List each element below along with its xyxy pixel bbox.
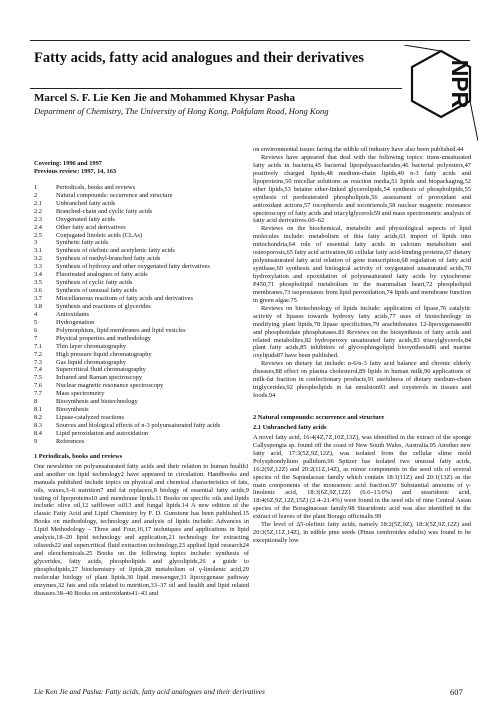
toc-entry-text: Unbranched fatty acids bbox=[56, 199, 116, 207]
toc-entry bbox=[34, 359, 249, 367]
toc-entry-text: High pressure liquid chromatography bbox=[56, 350, 152, 358]
article-authors: Marcel S. F. Lie Ken Jie and Mohammed Khysar Pasha bbox=[34, 92, 296, 104]
toc-entry bbox=[34, 224, 249, 232]
toc-entry bbox=[34, 192, 249, 200]
toc-entry-number: 2.3 bbox=[34, 215, 42, 223]
toc-entry-text: Antioxidants bbox=[56, 310, 90, 318]
toc-entry-number: 3.3 bbox=[34, 263, 42, 271]
toc-entry bbox=[34, 208, 249, 216]
toc-entry-number: 3.7 bbox=[34, 295, 42, 302]
title-rule bbox=[30, 88, 402, 89]
toc-entry-number: 8.4 bbox=[34, 429, 42, 437]
toc-entry bbox=[34, 374, 249, 382]
toc-entry-text: Synthesis of olefinic and acetylenic fatty acids bbox=[56, 247, 175, 255]
toc-entry-text: Synthesis of hydroxy and other oxygenated fatty derivatives bbox=[56, 263, 210, 271]
toc-entry-text: Hydrogenation bbox=[56, 318, 95, 326]
toc-entry bbox=[34, 247, 249, 255]
toc-entry-number: 7.7 bbox=[34, 390, 42, 398]
toc-entry bbox=[34, 398, 249, 406]
right-para-5: Reviews on dietary fat include: n-6/n-3 fatty acid balance and chronic elderly diseases,88 effect on plasma cholesterol,89 lipids in human milk,90 applications of milk-fat fraction in confectionary products,91 usefulness of dietary medium-chain triglycerides,92 phospholipids in fat emulsion93 and oxysterols in tissues and foods.94 bbox=[253, 360, 471, 400]
right-para-6: A novel fatty acid, 16:4(4Z,7Z,10Z,13Z), was identified in the extract of the sponge Callyspongia sp. found off the coast of New South Wales, Australia.95 Another new fatty acid, 17:3(5Z,9Z,12Z), was isolated from the cellular slime mold Polysphondylium pallidum.96 Spitzer has isolated two unusual fatty acids, 16:2(9Z,12Z) and 20:2(11Z,14Z), as minor components in the seed oils of several species of the Sapindaceae family which contain 18:1(11Z) and 20:1(13Z) as the main components of the monoenoic acid fraction.97 Substantial amounts of γ-linolenic acid, 18:3(6Z,9Z,12Z) (6.6–13.0%) and stearidonic acid, 18:4(6Z,9Z,12Z,15Z) (2.4–21.4%) were found in the seed oils of nine Central Asian species of the Boraginaceae family.98 Stearidonic acid was also identified in the extract of leaves of the plant Borago officinalis.99 bbox=[253, 433, 471, 521]
toc-entry-text: Synthesis of methyl-branched fatty acids bbox=[56, 255, 161, 263]
toc-entry bbox=[34, 263, 249, 271]
toc-entry-number: 3.5 bbox=[34, 279, 42, 287]
table-of-contents bbox=[34, 184, 249, 446]
toc-entry-number: 3.1 bbox=[34, 247, 42, 255]
toc-entry-number: 9 bbox=[34, 437, 38, 445]
toc-entry bbox=[34, 343, 249, 351]
toc-entry-number: 8.1 bbox=[34, 406, 42, 414]
toc-entry-text: Synthesis of cyclic fatty acids bbox=[56, 279, 133, 287]
toc-entry-text: Synthesis and reactions of glycerides bbox=[56, 302, 151, 310]
toc-entry bbox=[34, 184, 249, 192]
toc-entry-number: 7 bbox=[34, 334, 38, 342]
toc-entry bbox=[34, 239, 249, 247]
toc-entry bbox=[34, 200, 249, 208]
toc-entry-number: 2.4 bbox=[34, 223, 42, 231]
toc-entry bbox=[34, 335, 249, 343]
top-rule bbox=[30, 40, 470, 41]
toc-entry-number: 5 bbox=[34, 318, 38, 326]
toc-entry-number: 3.4 bbox=[34, 271, 42, 279]
toc-entry-number: 8.3 bbox=[34, 422, 42, 429]
toc-entry-text: Branched-chain and cyclic fatty acids bbox=[56, 207, 153, 215]
section-1-heading: 1 Periodicals, books and reviews bbox=[34, 452, 123, 460]
toc-entry-number: 3.6 bbox=[34, 287, 42, 295]
toc-entry-text: Lipid peroxidation and autoxidation bbox=[56, 429, 149, 437]
toc-entry-text: Fluorinated analogues of fatty acids bbox=[56, 271, 148, 279]
author-affiliation: Department of Chemistry, The University of Hong Kong, Pokfulam Road, Hong Kong bbox=[34, 106, 329, 116]
toc-entry bbox=[34, 295, 249, 303]
toc-entry-number: 2.2 bbox=[34, 207, 42, 215]
previous-review: Previous review: 1997, 14, 163 bbox=[34, 167, 117, 175]
toc-entry-text: Physical properties and methodology bbox=[56, 334, 151, 342]
toc-entry-number: 4 bbox=[34, 310, 38, 318]
toc-entry-text: Natural compounds: occurrence and structure bbox=[56, 191, 173, 199]
toc-entry-number: 2.5 bbox=[34, 231, 42, 239]
toc-entry-text: Miscellaneous reactions of fatty acids and derivatives bbox=[56, 295, 193, 302]
toc-entry-text: Nuclear magnetic resonance spectroscopy bbox=[56, 382, 164, 390]
right-para-4: Reviews on biotechnology of lipids include: application of lipase,76 catalytic activity of lipases towards hydroxy fatty acids,77 uses of biotechnology in modifying plant lipids,78 lipase specificities,79 arachidonates 12-lipoxygenases80 and phosphotidate phosphatases.81 Reviews on the biosynthesis of fatty acids and related metabolites,82 hydroperoxy unsaturated fatty acids,83 triacylglycerols,84 plant fatty acids,85 inhibitors of glycosphingolipid biosynthesis86 and marine oxylipids87 have been published. bbox=[253, 304, 471, 360]
right-para-1: on environmental issues facing the edible oil industry have also been published.44 bbox=[253, 146, 464, 153]
toc-entry-text: Biosynthesis bbox=[56, 406, 89, 414]
toc-entry-text: Lipase-catalyzed reactions bbox=[56, 414, 124, 422]
page-number: 607 bbox=[450, 687, 463, 697]
article-title: Fatty acids, fatty acid analogues and their derivatives bbox=[34, 50, 364, 66]
toc-entry bbox=[34, 279, 249, 287]
covering-period: Covering: 1996 and 1997 bbox=[34, 160, 102, 167]
toc-entry-number: 7.5 bbox=[34, 374, 42, 382]
toc-entry-number: 8 bbox=[34, 398, 38, 406]
toc-entry-text: Infrared and Raman spectroscopy bbox=[56, 374, 143, 382]
toc-entry-text: Other fatty acid derivatives bbox=[56, 223, 126, 231]
toc-entry bbox=[34, 414, 249, 422]
toc-entry-number: 2.1 bbox=[34, 199, 42, 207]
section-2-1-heading: 2.1 Unbranched fatty acids bbox=[253, 423, 327, 431]
toc-entry bbox=[34, 287, 249, 295]
toc-entry bbox=[34, 422, 249, 430]
toc-entry bbox=[34, 327, 249, 335]
right-column bbox=[253, 146, 471, 545]
toc-entry-text: Gas liquid chromatography bbox=[56, 358, 126, 366]
toc-entry bbox=[34, 271, 249, 279]
toc-entry bbox=[34, 216, 249, 224]
toc-entry-text: Oxygenated fatty acids bbox=[56, 215, 115, 223]
toc-entry-number: 7.3 bbox=[34, 358, 42, 366]
toc-entry-text: Synthetic fatty acids bbox=[56, 239, 109, 247]
toc-entry-number: 7.2 bbox=[34, 350, 42, 358]
right-para-2: Reviews have appeared that deal with the following topics: trans-unsaturated fatty acids in bacteria,45 bacterial lipopolysaccharides,46 bacterial polyesters,47 positively charged lipids,48 medium-chain lipids,49 n-3 fatty acids and lipoproteins,50 micellar solutions as reaction media,51 lipids and biopackaging,52 ether lipids,53 betaine ether-linked glycerolipids,54 synthesis of phospholipids,55 synthesis of perdeuterated phospholipids,56 assessment of prooxidant and antioxidant actions,57 tocopherols and tocotrienols,58 nuclear magnetic resonance spectroscopy of fatty acids and triacylglycerols59 and mass spectrometric analysis of fatty acid derivatives.60–62 bbox=[253, 153, 471, 225]
toc-entry bbox=[34, 319, 249, 327]
toc-entry-number: 2 bbox=[34, 191, 38, 199]
section-2-heading: 2 Natural compounds: occurrence and structure bbox=[253, 414, 385, 421]
npr-logo-text: NPR bbox=[447, 59, 473, 109]
toc-entry bbox=[34, 255, 249, 263]
toc-entry-number: 1 bbox=[34, 183, 38, 191]
right-para-3: Reviews on the biochemical, metabolic and physiological aspects of lipid molecules include: metabolism of thia fatty acids,63 import of lipids into mitochondria,64 role of essential fatty acids in calcium metabolism and osteoporosis,65 fatty acid activation,66 cellular fatty acid-binding proteins,67 dietary polyunsaturated fatty acid relation of gene transcription,68 regulation of fatty acid synthase,69 synthesis and biological activity of oxygenated unsaturated acids,70 hydroxylation and epoxidation of polyunsaturated fatty acids by cytochrome P450,71 phospholipid metabolism in the mammalian heart,72 phospholipid membranes,73 isoprostanes from lipid peroxidation,74 lipids and membrane function in green algae.75 bbox=[253, 225, 471, 304]
toc-entry-text: Mass spectrometry bbox=[56, 390, 105, 398]
toc-entry-text: References bbox=[56, 437, 85, 445]
left-column bbox=[34, 160, 249, 598]
toc-entry-text: Biosynthesis and biotechnology bbox=[56, 398, 138, 406]
toc-entry bbox=[34, 232, 249, 240]
toc-entry bbox=[34, 430, 249, 438]
section-1-text: One newsletter on polyunsaturated fatty acids and their relation to human health1 and another on lipid technology2 have appeared in circulation. Handbooks and manuals published include topics on physical and chemical characteristics of fats, oils, waxes,3–6 nutrition7 and fat replacers,8 biology of essential fatty acids,9 testing of lipoproteins10 and membrane lipids.11 Books on specific oils and lipids include: olive oil,12 safflower oil13 and fungal lipids.14 A new edition of the classic Fatty Acid and Lipid Chemistry by F. D. Gunstone has been published.15 Books on methodology, technology and analysis of lipids include: Advances in Lipid Methodology – Three and Four,16,17 techniques and applications in lipid analysis,18–20 lipid technology and application,21 technology for extracting oilseeds22 and supercritical fluid extraction technology,23 applied lipid research24 and oleochemicals.25 Books on the following topics include: synthesis of glycerides, fatty acids, phospholipids and glycolipids,26 a guide to phospholipids,27 biochemistry of lipids,28 metabolism of γ-linolenic acid,29 molecular biology of plant lipids,30 lipid messenger,31 lipoxygenase pathway enzymes,32 fats and oils related to nutrition,33–37 oil and health and lipid related diseases.38–40 Books on antioxidants41–43 and bbox=[34, 462, 249, 597]
toc-entry-number: 3 bbox=[34, 239, 38, 247]
toc-entry-number: 3.8 bbox=[34, 302, 42, 310]
toc-entry-number: 3.2 bbox=[34, 255, 42, 263]
toc-entry bbox=[34, 366, 249, 374]
toc-entry-text: Supercritical fluid chromatography bbox=[56, 366, 146, 374]
toc-entry-text: Conjugated linoleic acids (CLAs) bbox=[56, 231, 143, 239]
toc-entry bbox=[34, 438, 249, 446]
toc-entry bbox=[34, 382, 249, 390]
toc-entry-number: 8.2 bbox=[34, 414, 42, 422]
toc-entry-text: Sources and biological effects of n-3 polyunsaturated fatty acids bbox=[56, 422, 221, 429]
toc-entry-text: Thin layer chromatography bbox=[56, 342, 126, 350]
toc-entry-text: Synthesis of unusual fatty acids bbox=[56, 287, 137, 295]
toc-entry-number: 7.6 bbox=[34, 382, 42, 390]
toc-entry-number: 7.1 bbox=[34, 342, 42, 350]
toc-entry-number: 6 bbox=[34, 326, 38, 334]
running-footer: Lie Ken Jie and Pasha: Fatty acids, fatty acid analogues and their derivatives bbox=[34, 687, 265, 696]
toc-entry-text: Polymorphism, lipid membranes and lipid vesicles bbox=[56, 326, 186, 334]
toc-entry-text: Periodicals, books and reviews bbox=[56, 183, 136, 191]
right-para-7: The level of Δ5-olefinic fatty acids, namely 18:2(5Z,9Z), 18:3(5Z,9Z,12Z) and 20:3(5Z,11Z,14Z), in edible pine seeds (Pinus cembroides edulis) was found to be exceptionally low bbox=[253, 521, 471, 545]
npr-hexagon-logo bbox=[404, 45, 478, 141]
toc-entry bbox=[34, 390, 249, 398]
toc-entry-number: 7.4 bbox=[34, 366, 42, 374]
toc-entry bbox=[34, 311, 249, 319]
toc-entry bbox=[34, 351, 249, 359]
toc-entry bbox=[34, 406, 249, 414]
toc-entry bbox=[34, 303, 249, 311]
